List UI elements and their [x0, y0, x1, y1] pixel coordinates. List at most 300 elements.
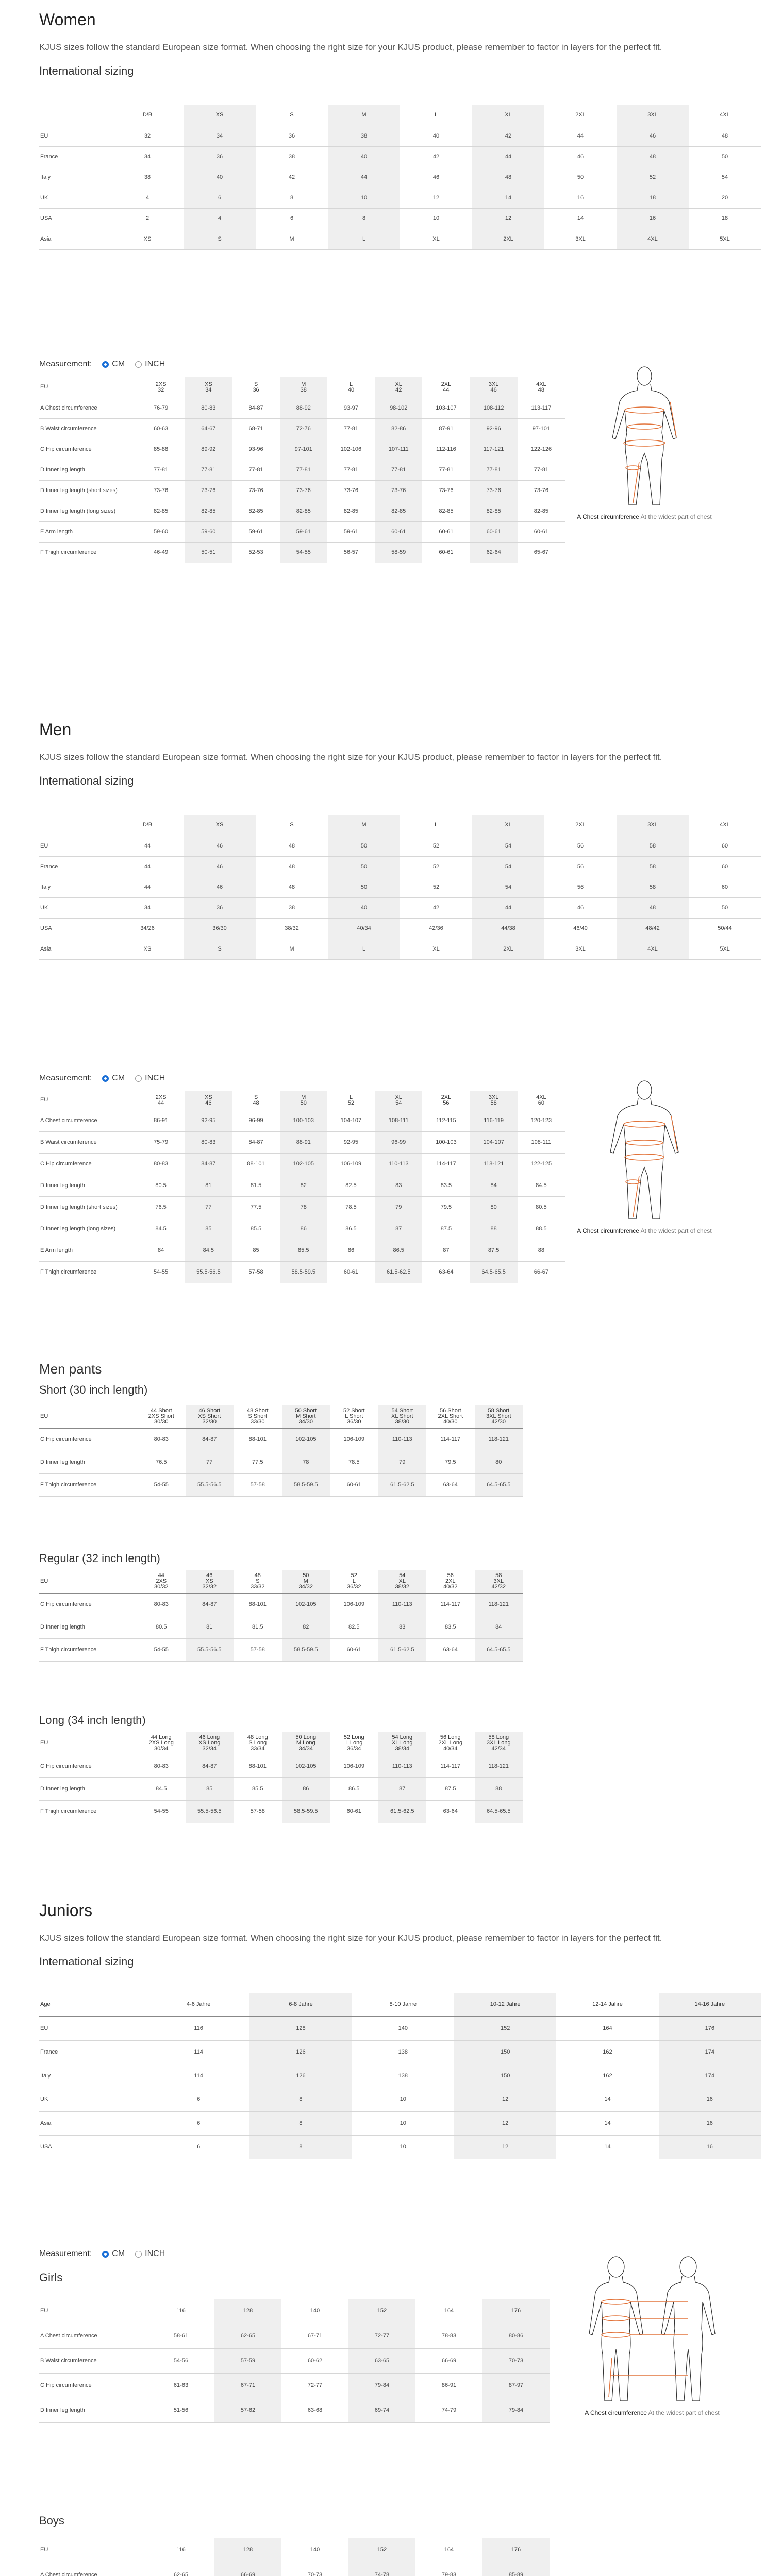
table-cell: 102-105 [282, 1428, 330, 1451]
table-cell: 61.5-62.5 [378, 1638, 427, 1661]
header-row [39, 1993, 761, 2016]
table-cell: 60-61 [327, 1261, 375, 1283]
row-label: EU [39, 2016, 147, 2040]
table-cell: 77-81 [280, 460, 327, 480]
table-cell: 88-91 [280, 1131, 327, 1153]
table-cell: 10 [328, 188, 400, 208]
cm-option[interactable] [102, 1074, 125, 1083]
men-body-illustration [583, 1075, 706, 1224]
table-cell: 84.5 [185, 1240, 232, 1261]
table-cell: 63-65 [348, 2348, 415, 2373]
table-cell: 73-76 [470, 480, 518, 501]
table-cell: 3XL [544, 939, 617, 959]
table-cell: 12 [454, 2135, 556, 2159]
table-cell: 83 [375, 1175, 422, 1196]
header-line: 46 [490, 386, 497, 393]
header-cell [378, 1405, 427, 1428]
row-label: F Thigh circumference [39, 1261, 137, 1283]
table-cell: S [184, 229, 256, 249]
table-cell: 60-61 [470, 521, 518, 542]
row-label: Asia [39, 2111, 147, 2135]
header-cell [232, 377, 279, 398]
table-cell: 84 [475, 1616, 523, 1638]
table-row [39, 2398, 550, 2422]
cm-label: CM [112, 360, 125, 368]
table-cell: 2XL [472, 939, 544, 959]
table-cell: 110-113 [375, 1153, 422, 1175]
table-cell: 44 [111, 877, 184, 897]
table-cell: 54 [472, 836, 544, 856]
table-cell: 82 [282, 1616, 330, 1638]
table-cell: 8 [328, 208, 400, 229]
table-cell: 88-101 [234, 1755, 282, 1777]
women-body-illustration [583, 361, 706, 510]
table-cell: 80-83 [137, 1593, 186, 1616]
table-cell: 5XL [689, 229, 761, 249]
table-cell: 116 [147, 2016, 249, 2040]
table-cell: 60-63 [137, 418, 185, 439]
table-cell: 14 [556, 2088, 658, 2111]
table-cell: 60-62 [281, 2348, 348, 2373]
table-cell: 56 [544, 877, 617, 897]
header-line: 54 Short [391, 1408, 413, 1414]
header-cell: 140 [281, 2299, 348, 2324]
table-cell: 93-97 [327, 398, 375, 418]
row-label: C Hip circumference [39, 1428, 137, 1451]
table-cell: 86 [282, 1777, 330, 1800]
header-cell [137, 1570, 186, 1593]
table-cell: 80 [470, 1196, 518, 1218]
header-cell: 2XL [544, 815, 617, 836]
table-cell: 87.5 [426, 1777, 475, 1800]
header-line: 54 Long [392, 1734, 413, 1741]
table-cell: 50 [328, 877, 400, 897]
table-cell: 88 [470, 1218, 518, 1240]
table-cell: 82-85 [232, 501, 279, 521]
table-cell: 77.5 [232, 1196, 279, 1218]
header-line: L [349, 381, 353, 387]
table-cell: 98-102 [375, 398, 422, 418]
header-cell [185, 1091, 232, 1110]
cm-radio[interactable] [102, 361, 109, 368]
women-caption: A Chest circumference At the widest part of chest [577, 513, 712, 520]
table-cell: 73-76 [137, 480, 185, 501]
table-cell: 48 [256, 877, 328, 897]
cm-radio[interactable] [102, 2251, 109, 2258]
header-cell: XS [184, 105, 256, 126]
table-cell: 64.5-65.5 [475, 1473, 523, 1496]
table-row [39, 1428, 523, 1451]
header-line: EU [40, 1740, 48, 1747]
header-cell: 176 [482, 2538, 550, 2563]
table-cell: 4 [111, 188, 184, 208]
row-label: D Inner leg length (short sizes) [39, 480, 137, 501]
inch-option[interactable] [135, 2249, 165, 2259]
table-cell: 84 [137, 1240, 185, 1261]
header-line: M Long [296, 1740, 315, 1747]
table-cell: 46 [400, 167, 472, 188]
table-row [39, 2040, 761, 2064]
table-row [39, 439, 565, 460]
header-cell [137, 1091, 185, 1110]
table-cell: 85 [185, 1218, 232, 1240]
table-cell: 78-83 [415, 2324, 482, 2348]
row-label: D Inner leg length [39, 1777, 137, 1800]
row-label: A Chest circumference [39, 2563, 147, 2576]
header-line: 48 [254, 1572, 261, 1579]
header-line: 4XL [536, 381, 546, 387]
table-cell: 85 [232, 1240, 279, 1261]
header-cell [422, 1091, 470, 1110]
cm-label: CM [112, 1074, 125, 1082]
row-label: E Arm length [39, 521, 137, 542]
table-cell: 57-58 [232, 1261, 279, 1283]
table-cell: 3XL [544, 229, 617, 249]
table-cell: 86-91 [415, 2373, 482, 2398]
table-cell: 88-101 [234, 1428, 282, 1451]
table-cell: 84-87 [186, 1428, 234, 1451]
header-cell [39, 377, 137, 398]
header-line: 38/30 [395, 1419, 410, 1426]
table-cell: 86.5 [330, 1777, 378, 1800]
header-line: XS Long [198, 1740, 221, 1747]
header-line: 46 Short [198, 1408, 221, 1414]
header-line: 44 [158, 1572, 164, 1579]
header-line: 44 Short [150, 1408, 172, 1414]
table-cell: 80-83 [137, 1428, 186, 1451]
table-cell: XL [400, 939, 472, 959]
row-label: EU [39, 836, 111, 856]
header-cell: S [256, 105, 328, 126]
table-cell: 60-61 [422, 542, 470, 563]
table-cell: 57-59 [214, 2348, 281, 2373]
header-cell [39, 815, 111, 836]
table-row [39, 1616, 523, 1638]
table-cell: 72-77 [348, 2324, 415, 2348]
table-row [39, 188, 761, 208]
table-cell: 58.5-59.5 [280, 1261, 327, 1283]
header-cell [185, 377, 232, 398]
table-cell: XS [111, 229, 184, 249]
table-cell: 6 [147, 2135, 249, 2159]
table-cell: 82-86 [375, 418, 422, 439]
table-cell: 10 [400, 208, 472, 229]
table-cell: 73-76 [280, 480, 327, 501]
inch-option[interactable] [135, 1074, 165, 1083]
row-label: France [39, 856, 111, 877]
header-cell: 2XL [544, 105, 617, 126]
header-line: 58 [490, 1099, 497, 1106]
table-cell: 54 [472, 877, 544, 897]
table-cell: 79-84 [482, 2398, 550, 2422]
table-row [39, 208, 761, 229]
header-line: S [254, 381, 258, 387]
header-line: L Long [345, 1740, 363, 1747]
header-line: 50 Short [295, 1408, 317, 1414]
men-title: Men [39, 720, 72, 739]
header-line: 52 Short [343, 1408, 365, 1414]
table-cell: 79.5 [426, 1451, 475, 1473]
cm-option[interactable] [102, 360, 125, 369]
table-cell: 44 [328, 167, 400, 188]
table-cell: 60 [689, 877, 761, 897]
table-row [39, 1196, 565, 1218]
table-cell: 32 [111, 126, 184, 146]
row-label: C Hip circumference [39, 1755, 137, 1777]
table-row [39, 1261, 565, 1283]
table-cell: 82.5 [330, 1616, 378, 1638]
table-cell: 40 [400, 126, 472, 146]
table-row [39, 836, 761, 856]
table-cell: 79.5 [422, 1196, 470, 1218]
table-cell: 110-113 [378, 1755, 427, 1777]
table-cell: 60-61 [375, 521, 422, 542]
table-cell: 44 [472, 897, 544, 918]
table-cell: 54-56 [147, 2348, 214, 2373]
header-cell: XL [472, 815, 544, 836]
header-row [39, 815, 761, 836]
table-cell: 82.5 [327, 1175, 375, 1196]
table-row [39, 2324, 550, 2348]
table-cell: 122-126 [518, 439, 565, 460]
table-cell: 86 [280, 1218, 327, 1240]
table-cell: 48 [617, 897, 689, 918]
men-measure-table [39, 1091, 565, 1283]
table-cell: 40 [328, 146, 400, 167]
table-cell: 48 [689, 126, 761, 146]
header-line: 50 [303, 1572, 309, 1579]
table-cell: 56 [544, 836, 617, 856]
women-figure [577, 361, 711, 520]
header-line: XS Short [198, 1413, 221, 1420]
table-cell: 10 [352, 2135, 454, 2159]
table-cell: 36 [184, 146, 256, 167]
header-cell: EU [39, 2538, 147, 2563]
row-label: UK [39, 188, 111, 208]
table-cell: 76.5 [137, 1451, 186, 1473]
men-section [39, 720, 761, 788]
table-cell: 58 [617, 856, 689, 877]
table-cell: 88 [475, 1777, 523, 1800]
table-cell: 110-113 [378, 1428, 427, 1451]
table-cell: 77-81 [422, 460, 470, 480]
table-cell: 57-58 [234, 1473, 282, 1496]
header-cell: Age [39, 1993, 147, 2016]
table-cell: 82-85 [137, 501, 185, 521]
header-cell: L [400, 815, 472, 836]
table-row [39, 1473, 523, 1496]
cm-option[interactable] [102, 2249, 125, 2259]
table-cell: 46 [184, 856, 256, 877]
header-cell [330, 1732, 378, 1755]
header-line: 50 Long [295, 1734, 317, 1741]
table-cell: 74-79 [415, 2398, 482, 2422]
header-cell [518, 377, 565, 398]
table-cell: 112-115 [422, 1110, 470, 1131]
inch-radio[interactable] [135, 361, 142, 368]
measurement-label: Measurement: [39, 360, 92, 368]
header-cell: 152 [348, 2538, 415, 2563]
table-cell: 79 [378, 1451, 427, 1473]
table-cell: 120-123 [518, 1110, 565, 1131]
table-cell: 44 [111, 856, 184, 877]
table-cell: 64-67 [185, 418, 232, 439]
row-label: C Hip circumference [39, 439, 137, 460]
table-cell: 72-76 [280, 418, 327, 439]
table-row [39, 501, 565, 521]
header-line: XL Short [391, 1413, 413, 1420]
row-label: Italy [39, 2064, 147, 2088]
header-line: S [254, 1094, 258, 1100]
table-cell: 63-64 [426, 1638, 475, 1661]
table-cell: 60-61 [422, 521, 470, 542]
table-cell: 44 [111, 836, 184, 856]
table-cell: 77-81 [185, 460, 232, 480]
header-line: 3XL Long [486, 1740, 511, 1747]
table-cell: 83 [378, 1616, 427, 1638]
girls-title: Girls [39, 2271, 63, 2284]
table-cell: 64.5-65.5 [470, 1261, 518, 1283]
table-cell: 174 [659, 2064, 761, 2088]
table-row [39, 542, 565, 563]
header-cell [282, 1570, 330, 1593]
table-cell: 81 [185, 1175, 232, 1196]
inch-radio[interactable] [135, 1075, 142, 1082]
table-cell: 46-49 [137, 542, 185, 563]
header-line: 58 [495, 1572, 502, 1579]
header-line: 2XS Long [148, 1740, 174, 1747]
table-cell: 82-85 [327, 501, 375, 521]
table-cell: 86.5 [327, 1218, 375, 1240]
table-cell: 80-86 [482, 2324, 550, 2348]
table-cell: 57-62 [214, 2398, 281, 2422]
table-cell: 84.5 [137, 1218, 185, 1240]
table-cell: 77-81 [232, 460, 279, 480]
table-cell: 8 [249, 2088, 352, 2111]
juniors-figure [567, 2251, 737, 2416]
table-cell: 54 [689, 167, 761, 188]
table-cell: 88-101 [232, 1153, 279, 1175]
header-line: 30/30 [154, 1419, 169, 1426]
table-cell: 70-73 [482, 2348, 550, 2373]
header-cell [375, 377, 422, 398]
header-cell [426, 1570, 475, 1593]
header-row [39, 105, 761, 126]
header-cell [280, 377, 327, 398]
row-label: USA [39, 208, 111, 229]
row-label: F Thigh circumference [39, 1800, 137, 1823]
header-cell [378, 1732, 427, 1755]
table-row [39, 1175, 565, 1196]
table-cell: 106-109 [330, 1428, 378, 1451]
table-cell: L [328, 229, 400, 249]
table-cell: 62-65 [147, 2563, 214, 2576]
header-line: L [352, 1578, 356, 1585]
table-cell: 46 [184, 836, 256, 856]
table-cell: 40 [328, 897, 400, 918]
row-label: C Hip circumference [39, 1593, 137, 1616]
table-cell: 66-69 [214, 2563, 281, 2576]
header-line: XL [398, 1578, 406, 1585]
table-cell: 46 [544, 146, 617, 167]
cm-radio[interactable] [102, 1075, 109, 1082]
row-label: Italy [39, 877, 111, 897]
table-cell: 55.5-56.5 [186, 1638, 234, 1661]
table-cell: 54-55 [280, 542, 327, 563]
header-line: 56 Short [439, 1408, 461, 1414]
table-cell: 84-87 [186, 1755, 234, 1777]
table-row [39, 1110, 565, 1131]
table-cell: 14 [556, 2135, 658, 2159]
men-figure [577, 1075, 711, 1234]
header-cell: 6-8 Jahre [249, 1993, 352, 2016]
table-cell: 68-71 [232, 418, 279, 439]
table-cell: 92-95 [185, 1110, 232, 1131]
header-cell: 4-6 Jahre [147, 1993, 249, 2016]
header-line: EU [40, 1578, 48, 1585]
table-cell: 59-60 [137, 521, 185, 542]
header-line: 40/32 [443, 1584, 458, 1590]
table-cell: 36/30 [184, 918, 256, 939]
juniors-body-illustration [575, 2251, 729, 2406]
row-label: D Inner leg length [39, 1175, 137, 1196]
header-cell [282, 1732, 330, 1755]
header-cell [422, 377, 470, 398]
row-label: F Thigh circumference [39, 542, 137, 563]
table-cell: 4XL [617, 229, 689, 249]
header-cell: 3XL [617, 815, 689, 836]
table-cell: 73-76 [327, 480, 375, 501]
table-cell: 66-69 [415, 2348, 482, 2373]
table-cell: 114 [147, 2040, 249, 2064]
table-cell: 102-106 [327, 439, 375, 460]
inch-option[interactable] [135, 360, 165, 369]
row-label: F Thigh circumference [39, 1473, 137, 1496]
table-cell: 51-56 [147, 2398, 214, 2422]
table-cell: 48/42 [617, 918, 689, 939]
men-intro: KJUS sizes follow the standard European size format. When choosing the right size for your KJUS product, please remember to factor in layers for the perfect fit. [39, 752, 662, 762]
table-cell: 82-85 [375, 501, 422, 521]
table-cell: 88 [518, 1240, 565, 1261]
table-cell: 44/38 [472, 918, 544, 939]
table-cell: 114 [147, 2064, 249, 2088]
table-row [39, 856, 761, 877]
header-line: 34/34 [298, 1745, 313, 1752]
table-cell: 86 [327, 1240, 375, 1261]
table-cell: 54-55 [137, 1800, 186, 1823]
row-label: France [39, 146, 111, 167]
table-cell: 50 [328, 856, 400, 877]
row-label: A Chest circumference [39, 1110, 137, 1131]
row-label: C Hip circumference [39, 1153, 137, 1175]
table-cell: 12 [472, 208, 544, 229]
table-cell: 52 [617, 167, 689, 188]
table-cell: 50/44 [689, 918, 761, 939]
table-cell: 78.5 [330, 1451, 378, 1473]
table-cell: 58-59 [375, 542, 422, 563]
table-cell: 138 [352, 2040, 454, 2064]
table-row [39, 877, 761, 897]
table-cell: 82-85 [518, 501, 565, 521]
header-cell [475, 1732, 523, 1755]
header-cell: 12-14 Jahre [556, 1993, 658, 2016]
inch-radio[interactable] [135, 2251, 142, 2258]
boys-title: Boys [39, 2514, 64, 2527]
table-cell: 85 [186, 1777, 234, 1800]
table-cell: 87 [422, 1240, 470, 1261]
header-cell [234, 1732, 282, 1755]
header-line: 2XL [445, 1578, 456, 1585]
